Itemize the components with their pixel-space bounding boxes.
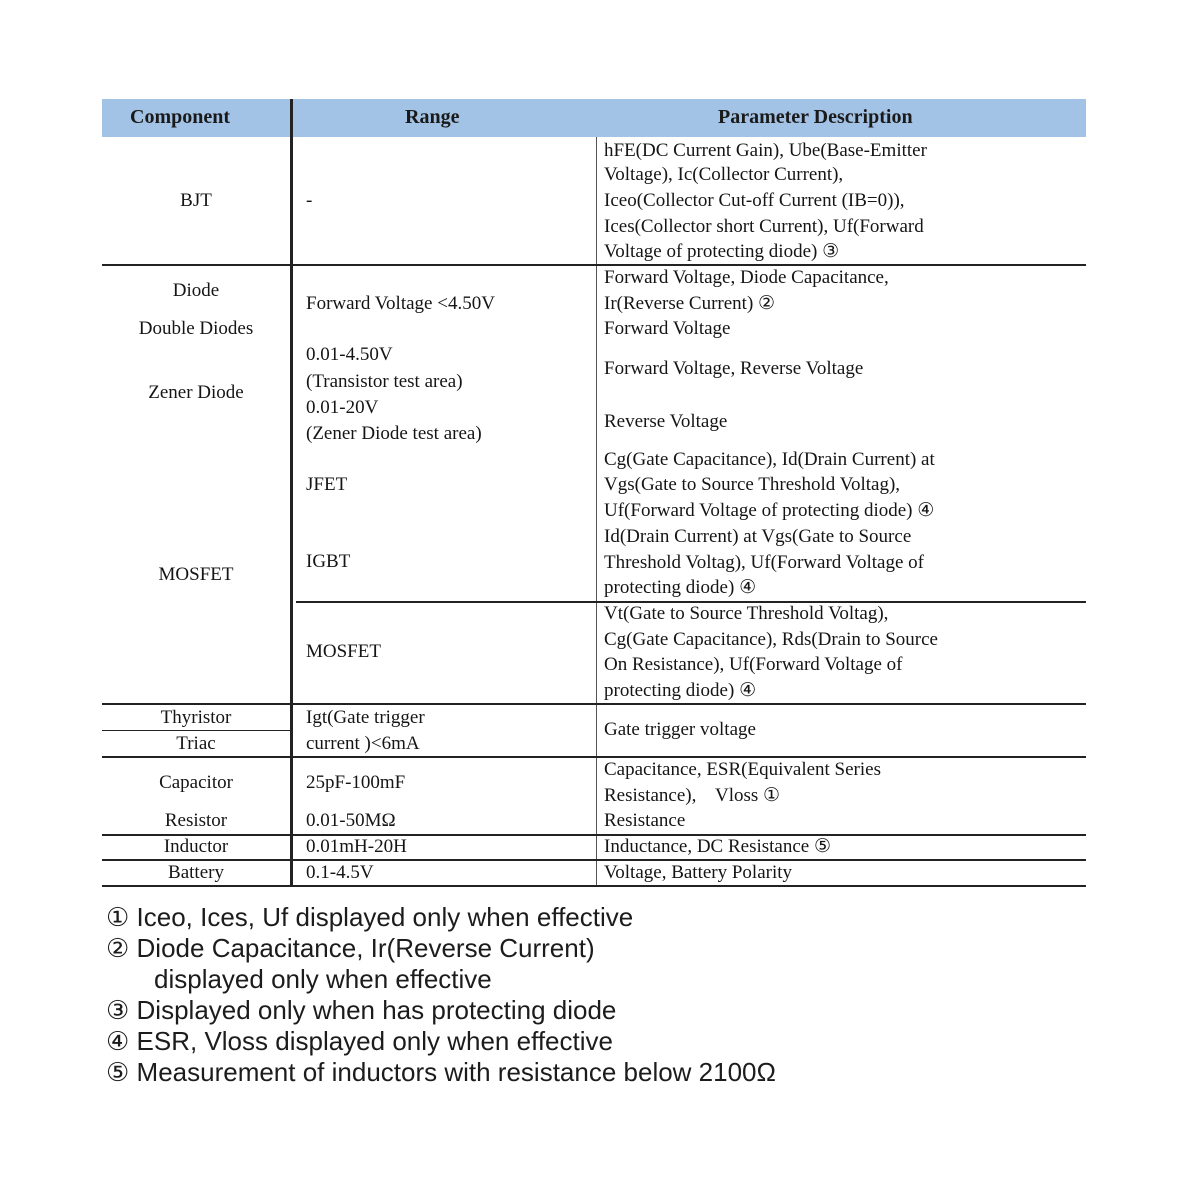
desc-jfet-3: Uf(Forward Voltage of protecting diode) ④ bbox=[604, 500, 935, 521]
component-triac: Triac bbox=[176, 733, 216, 754]
range-battery: 0.1-4.5V bbox=[306, 862, 374, 883]
desc-battery: Voltage, Battery Polarity bbox=[604, 862, 793, 883]
range-jfet: JFET bbox=[306, 474, 348, 495]
component-thyristor: Thyristor bbox=[160, 707, 232, 728]
range-zener-3: 0.01-20V bbox=[306, 397, 379, 418]
range-resistor: 0.01-50MΩ bbox=[306, 810, 396, 831]
header-range: Range bbox=[405, 106, 460, 128]
desc-resistor: Resistance bbox=[604, 810, 686, 831]
range-zener-2: (Transistor test area) bbox=[306, 371, 463, 392]
component-resistor: Resistor bbox=[164, 810, 228, 831]
range-mosfet: MOSFET bbox=[306, 641, 381, 662]
table-header-row bbox=[102, 99, 1086, 137]
desc-igbt-1: Id(Drain Current) at Vgs(Gate to Source bbox=[604, 526, 912, 547]
column-divider-2 bbox=[596, 137, 597, 887]
desc-bjt-5: Voltage of protecting diode) ③ bbox=[604, 241, 840, 262]
footnote-3: ③ Displayed only when has protecting diode bbox=[106, 995, 617, 1025]
range-inductor: 0.01mH-20H bbox=[306, 836, 407, 857]
desc-mosfet-4: protecting diode) ④ bbox=[604, 680, 757, 701]
desc-igbt-3: protecting diode) ④ bbox=[604, 577, 757, 598]
desc-diode-1: Forward Voltage, Diode Capacitance, bbox=[604, 267, 889, 288]
desc-bjt-4: Ices(Collector short Current), Uf(Forward bbox=[604, 216, 924, 237]
range-bjt: - bbox=[306, 190, 313, 211]
header-component: Component bbox=[130, 106, 231, 128]
range-thyristor-2: current )<6mA bbox=[306, 733, 420, 754]
row-divider-bjt bbox=[102, 264, 1086, 266]
footnote-2: ② Diode Capacitance, Ir(Reverse Current) bbox=[106, 933, 595, 963]
component-inductor: Inductor bbox=[163, 836, 229, 857]
desc-igbt-2: Threshold Voltag), Uf(Forward Voltage of bbox=[604, 552, 924, 573]
component-diode: Diode bbox=[172, 280, 220, 301]
desc-zener-1: Forward Voltage, Reverse Voltage bbox=[604, 358, 864, 379]
desc-mosfet-1: Vt(Gate to Source Threshold Voltag), bbox=[604, 603, 889, 624]
footnote-4: ④ ESR, Vloss displayed only when effective bbox=[106, 1026, 613, 1056]
component-zener-diode: Zener Diode bbox=[148, 382, 244, 403]
desc-thyristor: Gate trigger voltage bbox=[604, 719, 756, 740]
component-bjt: BJT bbox=[180, 190, 212, 211]
footnote-2-continued: displayed only when effective bbox=[154, 964, 492, 994]
desc-capacitor-1: Capacitance, ESR(Equivalent Series bbox=[604, 759, 881, 780]
component-battery: Battery bbox=[168, 862, 224, 883]
range-diode: Forward Voltage <4.50V bbox=[306, 293, 495, 314]
desc-jfet-2: Vgs(Gate to Source Threshold Voltag), bbox=[604, 474, 901, 495]
footnote-5: ⑤ Measurement of inductors with resistance below 2100Ω bbox=[106, 1057, 776, 1087]
component-capacitor: Capacitor bbox=[159, 772, 233, 793]
desc-bjt-1: hFE(DC Current Gain), Ube(Base-Emitter bbox=[604, 140, 927, 161]
range-capacitor: 25pF-100mF bbox=[306, 772, 406, 793]
component-mosfet: MOSFET bbox=[158, 564, 234, 585]
desc-zener-2: Reverse Voltage bbox=[604, 411, 728, 432]
desc-bjt-3: Iceo(Collector Cut-off Current (IB=0)), bbox=[604, 190, 905, 211]
desc-bjt-2: Voltage), Ic(Collector Current), bbox=[604, 164, 844, 185]
component-double-diodes: Double Diodes bbox=[138, 318, 254, 339]
footnote-1: ① Iceo, Ices, Uf displayed only when effective bbox=[106, 902, 634, 932]
desc-double-diodes: Forward Voltage bbox=[604, 318, 731, 339]
desc-mosfet-2: Cg(Gate Capacitance), Rds(Drain to Source bbox=[604, 629, 938, 650]
desc-jfet-1: Cg(Gate Capacitance), Id(Drain Current) at bbox=[604, 449, 935, 470]
desc-inductor: Inductance, DC Resistance ⑤ bbox=[604, 836, 832, 857]
range-zener-1: 0.01-4.50V bbox=[306, 344, 393, 365]
range-thyristor-1: Igt(Gate trigger bbox=[306, 707, 425, 728]
desc-diode-2: Ir(Reverse Current) ② bbox=[604, 293, 776, 314]
range-igbt: IGBT bbox=[306, 551, 351, 572]
desc-mosfet-3: On Resistance), Uf(Forward Voltage of bbox=[604, 654, 903, 675]
desc-capacitor-2: Resistance), Vloss ① bbox=[604, 785, 781, 806]
header-description: Parameter Description bbox=[718, 106, 913, 128]
range-zener-4: (Zener Diode test area) bbox=[306, 423, 482, 444]
